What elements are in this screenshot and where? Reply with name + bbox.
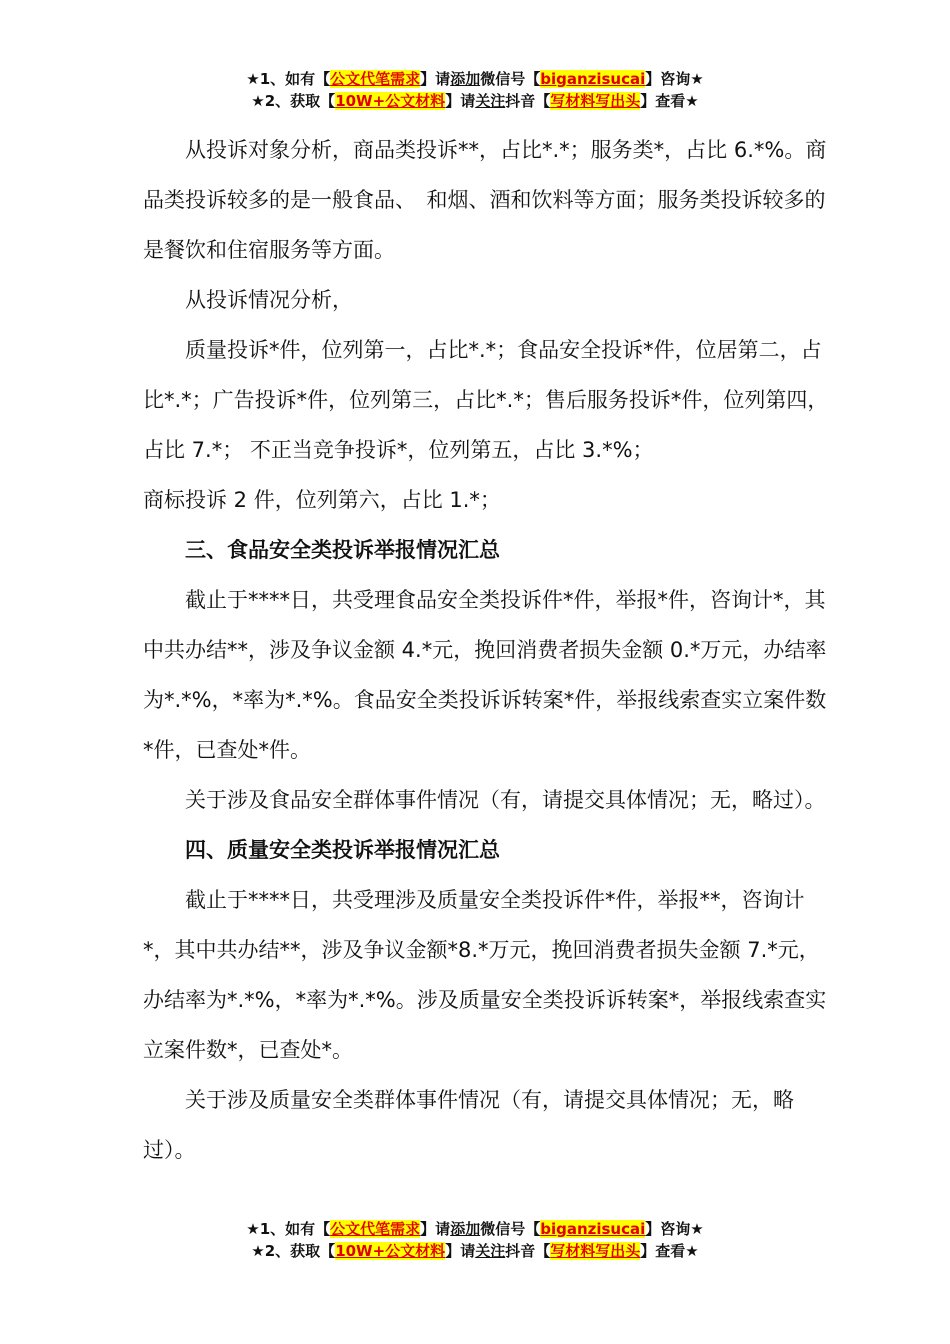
highlight-wechat-id: biganzisucai [540,70,646,88]
banner-line-1 [0,1218,950,1240]
highlight-service: 公文代笔需求 [330,1220,421,1238]
banner-text: 微信号【 [480,70,541,88]
banner-text: 】咨询★ [645,70,704,88]
banner-text: 】查看★ [640,1242,699,1260]
banner-line-1 [0,68,950,90]
banner-emphasis: 添加 [450,70,481,88]
banner-line-2 [0,90,950,112]
section-heading-quality-safety: 四、质量安全类投诉举报情况汇总 [185,838,500,862]
highlight-douyin-account: 写材料写出头 [550,92,641,110]
highlight-wechat-id: biganzisucai [540,1220,646,1238]
document-body [143,125,833,1175]
paragraph-food-safety-group-events: 关于涉及食品安全群体事件情况（有，请提交具体情况；无，略过）。 [185,788,826,812]
footer-banner [0,1218,950,1262]
highlight-service: 公文代笔需求 [330,70,421,88]
banner-text: 】咨询★ [645,1220,704,1238]
banner-emphasis: 添加 [450,1220,481,1238]
banner-text: 抖音【 [505,1242,551,1260]
paragraph-complaint-analysis-intro: 从投诉情况分析， [185,288,353,312]
banner-text: 】查看★ [640,92,699,110]
banner-text: ★1、如有【 [246,1220,331,1238]
banner-line-2 [0,1240,950,1262]
banner-text: 抖音【 [505,92,551,110]
highlight-douyin-account: 写材料写出头 [550,1242,641,1260]
banner-text: 微信号【 [480,1220,541,1238]
banner-text: ★2、获取【 [251,1242,336,1260]
highlight-materials: 10W+公文材料 [335,92,446,110]
paragraph-food-safety-stats: 截止于****日，共受理食品安全类投诉件*件，举报*件，咨询计*，其中共办结**，涉及争议金额 4.*元，挽回消费者损失金额 0.*万元，办结率为*.*%，*率为*.*%。食品安全类投诉诉转案*件，举报线索查实立案件数*件，已查处*件。 [143,588,827,762]
paragraph-complaint-ranking-cont: 商标投诉 2 件，位列第六，占比 1.*； [143,488,501,512]
banner-text: ★1、如有【 [246,70,331,88]
banner-emphasis: 关注 [475,1242,506,1260]
paragraph-quality-safety-group-events: 关于涉及质量安全类群体事件情况（有，请提交具体情况；无，略过）。 [143,1088,794,1162]
highlight-materials: 10W+公文材料 [335,1242,446,1260]
banner-emphasis: 关注 [475,92,506,110]
header-banner [0,68,950,112]
paragraph-quality-safety-stats: 截止于****日，共受理涉及质量安全类投诉件*件，举报**，咨询计*，其中共办结**，涉及争议金额*8.*万元，挽回消费者损失金额 7.*元，办结率为*.*%，*率为*.*%。涉及质量安全类投诉诉转案*，举报线索查实立案件数*，已查处*。 [143,888,827,1062]
section-heading-food-safety: 三、食品安全类投诉举报情况汇总 [185,538,500,562]
paragraph-complaint-ranking: 质量投诉*件，位列第一，占比*.*；食品安全投诉*件，位居第二，占比*.*；广告投诉*件，位列第三，占比*.*；售后服务投诉*件，位列第四，占比 7.*； 不正当竞争投诉*，位列第五，占比 3.*%； [143,338,829,462]
paragraph-complaint-objects: 从投诉对象分析，商品类投诉**，占比*.*；服务类*，占比 6.*%。商品类投诉较多的是一般食品、 和烟、酒和饮料等方面；服务类投诉较多的是餐饮和住宿服务等方面。 [143,138,827,262]
banner-text: 】请 [445,92,476,110]
banner-text: 】请 [420,70,451,88]
banner-text: ★2、获取【 [251,92,336,110]
banner-text: 】请 [420,1220,451,1238]
banner-text: 】请 [445,1242,476,1260]
